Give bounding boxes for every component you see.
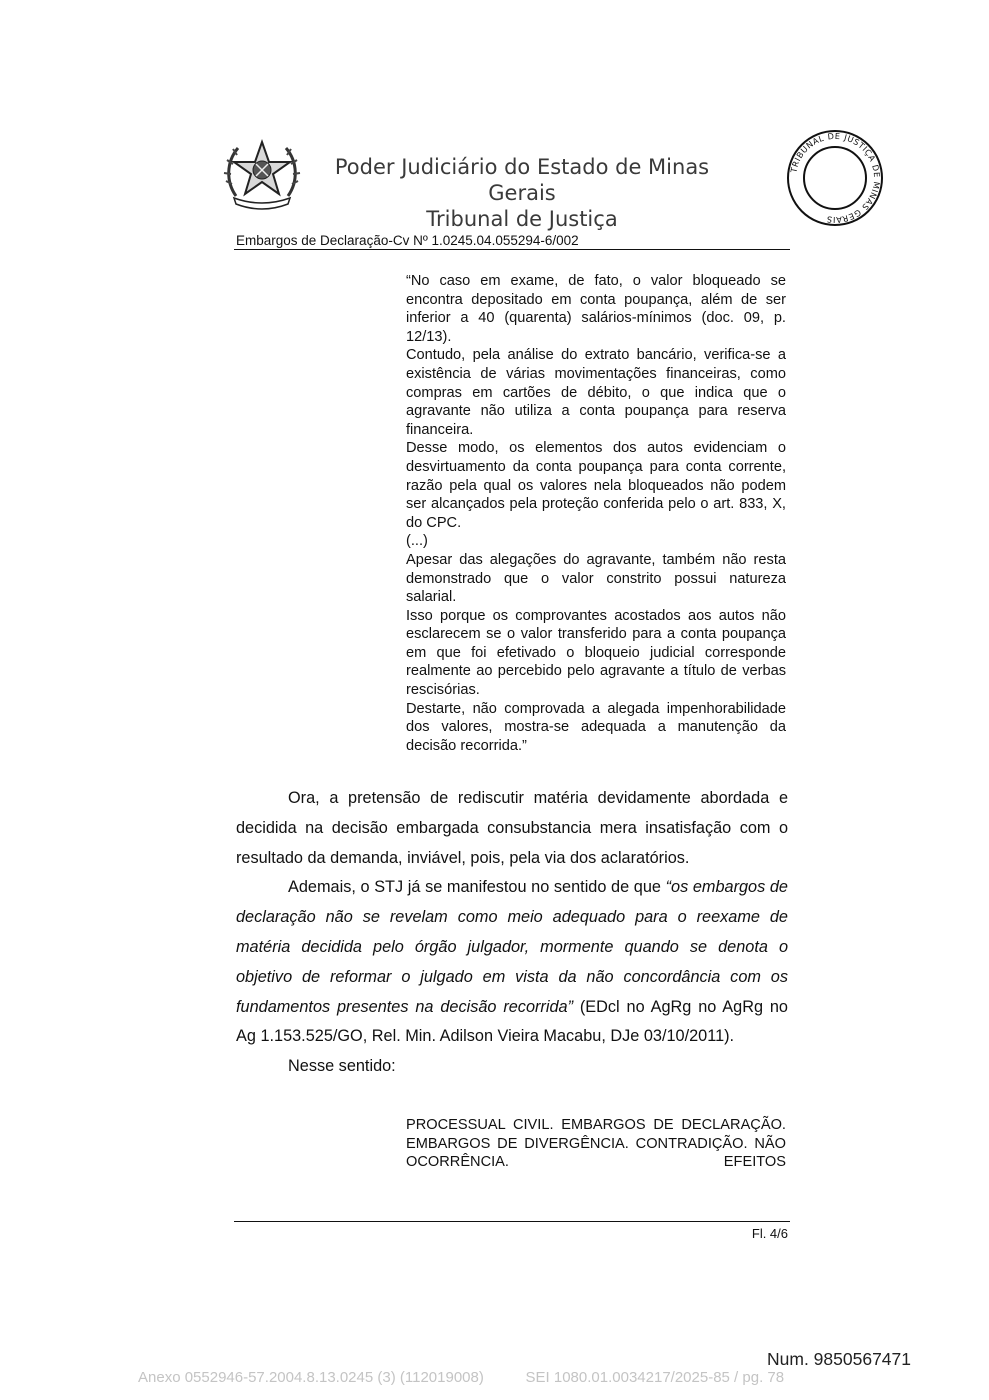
stj-quote: “os embargos de declaração não se revelam como meio adequado para o reexame de matéria decidida pelo órgão julgador, mormente quando se denota o objetivo de reformar o julgado em vista da não concordância com os fundamentos presentes na decisão recorrida” <box>236 878 788 1016</box>
body-text <box>236 784 788 1082</box>
court-title-line1: Poder Judiciário do Estado de Minas Gerais <box>334 155 710 205</box>
court-title <box>312 154 732 232</box>
body-paragraph-3: Nesse sentido: <box>288 1057 396 1076</box>
quote-paragraph: Destarte, não comprovada a alegada impenhorabilidade dos valores, mostra-se adequada a manutenção da decisão recorrida.” <box>406 700 786 754</box>
state-coat-of-arms-icon <box>222 136 302 216</box>
quote-paragraph: Isso porque os comprovantes acostados aos autos não esclarecem se o valor transferido para a conta poupança em que foi efetivado o bloqueio judicial corresponde realmente ao percebido pelo agravante a título de verbas rescisórias. <box>406 607 786 699</box>
quote-paragraph: Desse modo, os elementos dos autos evidenciam o desvirtuamento da conta poupança para conta corrente, razão pela qual os valores nela bloqueados não podem ser alcançados pela proteção conferida pelo o art. 833, X, do CPC. <box>406 440 786 531</box>
document-number: Num. 9850567471 <box>767 1349 911 1369</box>
annex-right: SEI 1080.01.0034217/2025-85 / pg. 78 <box>525 1369 785 1386</box>
body-paragraph-2 <box>236 873 788 1052</box>
quote-paragraph: (...) <box>406 533 428 550</box>
quote-paragraph: Contudo, pela análise do extrato bancário, verifica-se a existência de várias movimentações financeiras, como compras em cartões de débito, o que indica que o agravante não utiliza a conta poupança para reserva financeira. <box>406 347 786 438</box>
body-paragraph-2-intro: Ademais, o STJ já se manifestou no sentido de que <box>288 878 666 897</box>
block-quote <box>406 272 786 755</box>
footer-divider <box>234 1221 790 1222</box>
annex-reference <box>138 1369 784 1386</box>
seal-text: TRIBUNAL DE JUSTIÇA DE MINAS GERAIS <box>788 130 883 226</box>
court-seal-icon <box>786 129 884 227</box>
annex-left: Anexo 0552946-57.2004.8.13.0245 (3) (112019008) <box>138 1369 484 1386</box>
ementa-excerpt: PROCESSUAL CIVIL. EMBARGOS DE DECLARAÇÃO. EMBARGOS DE DIVERGÊNCIA. CONTRADIÇÃO. NÃO OCORRÊNCIA. EFEITOS <box>406 1117 786 1171</box>
court-title-line2: Tribunal de Justiça <box>426 207 618 231</box>
quote-paragraph: Apesar das alegações do agravante, também não resta demonstrado que o valor constrito possui natureza salarial. <box>406 551 786 606</box>
stj-citation: (EDcl no AgRg no AgRg no Ag 1.153.525/GO, Rel. Min. Adilson Vieira Macabu, DJe 03/10/2011). <box>236 997 788 1046</box>
quote-paragraph: “No caso em exame, de fato, o valor bloqueado se encontra depositado em conta poupança, além de ser inferior a 40 (quarenta) salários-mínimos (doc. 09, p. 12/13). <box>406 273 786 345</box>
header-divider <box>234 249 790 250</box>
page-number: Fl. 4/6 <box>751 1226 788 1241</box>
case-reference: Embargos de Declaração-Cv Nº 1.0245.04.055294-6/002 <box>236 233 579 248</box>
body-paragraph-1: Ora, a pretensão de rediscutir matéria devidamente abordada e decidida na decisão embargada consubstancia mera insatisfação com o resultado da demanda, inviável, pois, pela via dos aclaratórios. <box>236 789 788 867</box>
